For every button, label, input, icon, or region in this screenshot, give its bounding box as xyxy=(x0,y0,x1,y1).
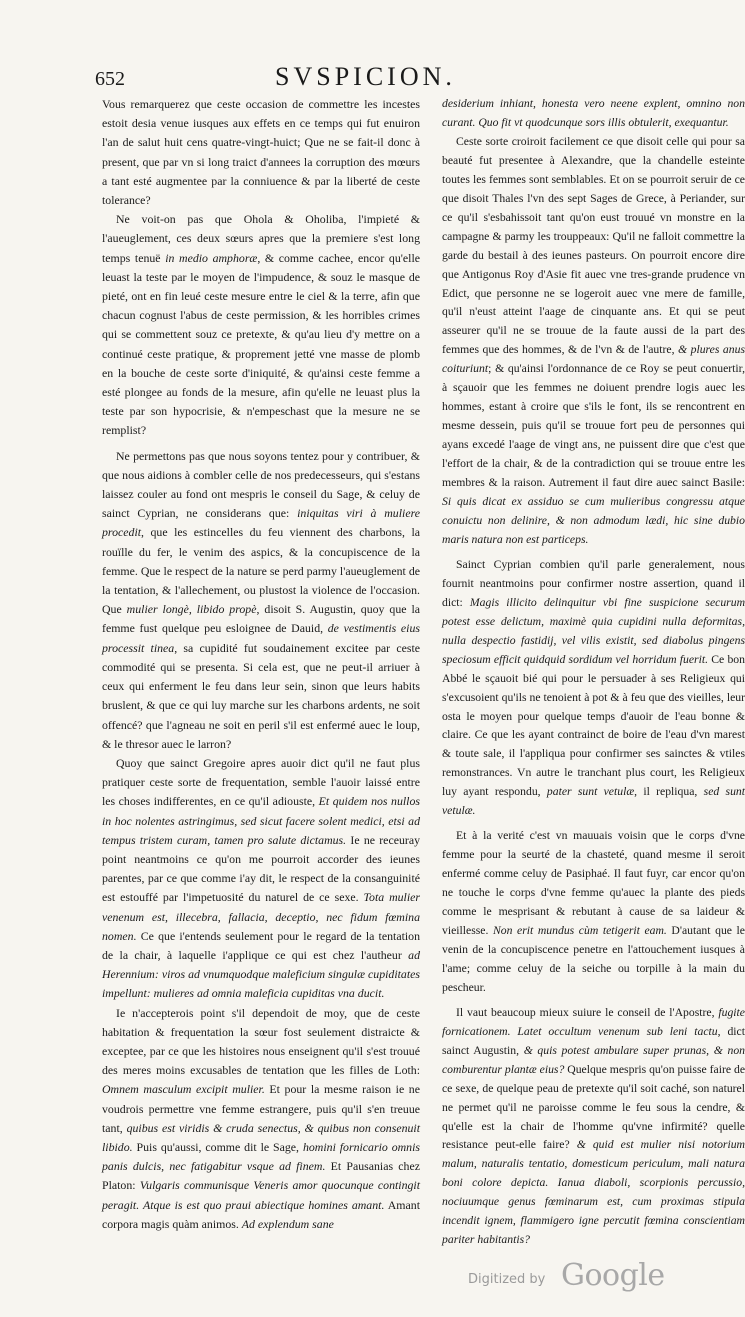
paragraph: Il vaut beaucoup mieux suiure le conseil de l'Apostre, fugite fornicationem. Latet occultum venenum sub leni tactu, dict sainct Augustin, & quis potest ambulare super prunas, & non comburentur plantæ eius? Quelque mespris qu'on puisse faire de ce sexe, de quelque peau de pretexte qu'il soit caché, son naturel ne permet qu'il ne paroisse comme le feu sous la cendre, & qu'elle est la chair de l'homme qu'vne infirmité? quelle resistance peut-elle faire? & quid est mulier nisi notorium malum, naturalis tentatio, domesticum periculum, mali natura boni colore depicta. Ianua diaboli, scorpionis percussio, nociuumque genus fœminarum est, cum proximas stipula incendit ignem, flammigero igne percutit fœmina conscientiam pariter habitantis? xyxy=(442,1005,745,1247)
latin-quote: mulier longè, libido propè xyxy=(126,602,257,617)
left-column xyxy=(102,95,420,1234)
paragraph: Ne voit-on pas que Ohola & Oholiba, l'impieté & l'aueuglement, ces deux sœurs apres que la premiere s'est long temps tenuë in medio amphoræ, & comme cachee, encor qu'elle leuast la teste par le moyen de l'impudence, & souz le masque de pieté, ont en fin leué ceste mesure entre le ciel & la terre, afin que chacun cognust l'abus de ceste permission, & les horribles crimes qui se commettent souz ce pretexte, & qu'au lieu d'y mettre on a continué ceste pratique, & proprement jetté vne masse de plomb en la bouche de ceste sorte d'iniquité, & qu'ainsi ceste femme a esté plongee au fonds de la mesure, afin qu'elle ne leuast plus la teste par son hypocrisie, & n'empeschast que la mesure ne se remplist? xyxy=(102,212,420,438)
watermark-small-text: Digitized by xyxy=(468,1272,546,1287)
latin-quote: sed sunt vetulæ. xyxy=(442,785,745,818)
running-title: SVSPICION. xyxy=(275,62,456,91)
paragraph: Ne permettons pas que nous soyons tentez pour y contribuer, & que nous aidions à combler celle de nos predecesseurs, qui s'estans laissez couler au fond ont mespris le conseil du Sage, & celuy de sainct Cyprian, ne considerans que: iniquitas viri à muliere procedit, que les estincelles du feu viennent des charbons, la rouïlle du fer, le venim des aspics, & la concupiscence de la femme. Que le respect de la nature se perd parmy l'aueuglement de la tentation, & l'allechement, ou plustost la violence de l'occasion. Que mulier longè, libido propè, disoit S. Augustin, quoy que la femme fust quelque peu esloignee de Dauid, de vestimentis eius processit tinea, sa cupidité fut soudainement excitee par ceste commodité qui se presenta. Si cela est, que ne peut-il arriuer à ceux qui enferment le feu dans leur sein, sinon que leurs habits bruslent, & que ce qui luy marche sur les charbons ardents, ne soit offencé? que l'agneau ne soit en peril s'il est enfermé auec le loup, & le thresor auec le larron? xyxy=(102,448,420,751)
paragraph: Quoy que sainct Gregoire apres auoir dict qu'il ne faut plus pratiquer ceste sorte de frequentation, semble l'auoir laissé entre les choses indifferentes, en ce qu'il adiouste, Et quidem nos nullos in hoc nolentes astringimus, sed sicut facere solent medici, etsi ad tempus tristem curam, tamen pro salute dictamus. Ie ne receuray point neantmoins ce qu'on me pourroit accorder des ieunes parentes, par ce que comme i'ay dit, le respect de la consanguinité est estouffé par l'impetuosité du naturel de ce sexe. Tota mulier venenum est, illecebra, fallacia, deceptio, nec fidum fœmina nomen. Ce que i'entends seulement pour le regard de la tentation de la chair, à laquelle i'applique ce qui est chez l'autheur ad Herennium: viros ad vnumquodque maleficium singulæ cupiditates impellunt: mulieres ad omnia maleficia cupiditas vna ducit. xyxy=(102,755,421,1001)
latin-quote: homini fornicario omnis panis dulcis, nec fatigabitur vsque ad finem. xyxy=(102,1139,421,1174)
latin-quote: Tota mulier venenum est, illecebra, fallacia, deceptio, nec fidum fœmina nomen. xyxy=(102,890,420,943)
right-column xyxy=(442,95,745,1250)
latin-quote: Ad explendum sane xyxy=(241,1216,334,1231)
latin-quote: in medio amphoræ xyxy=(165,250,258,265)
latin-quote: Et quidem nos nullos in hoc nolentes astringimus, sed sicut facere solent medici, etsi ad tempus tristem curam, tamen pro salute dictamus. xyxy=(102,794,421,847)
latin-quote: Si quis dicat ex assiduo se cum mulieribus congressu atque conuictu non delinire, & non admodum lædi, hic sine dubio maris natura non est particeps. xyxy=(442,495,745,546)
latin-quote: ad Herennium: viros ad vnumquodque maleficium singulæ cupiditates impellunt: mulieres ad omnia maleficia cupiditas vna ducit. xyxy=(102,947,420,1001)
page-number: 652 xyxy=(95,68,125,90)
latin-quote: de vestimentis eius processit tinea xyxy=(102,621,420,655)
latin-quote: fugite fornicationem. Latet occultum venenum sub leni tactu xyxy=(442,1005,745,1038)
paragraph: Ceste sorte croiroit facilement ce que disoit celle qui pour sa beauté fut presentee à Alexandre, que la chandelle esteinte toutes les femmes sont semblables. Et on se pourroit seruir de ce que disoit Thales l'vn des sept Sages de Grece, à Periander, sur ce qu'il s'esbahissoit tant qu'on eust trouué vn monstre en la campagne & parmy les trouppeaux: Qu'il ne falloit commettre la garde du bestail à des ieunes pasteurs. On pourroit encore dire que Antigonus Roy d'Asie fit auec vne tres-grande prudence vn Edict, que personne ne se logeroit auec vne mere de famille, qu'il n'eust atteint l'aage de cinquante ans. Et qui se peut asseurer qu'il ne se trouue de la faute aussi de la part des femmes que des hommes, & de l'vn & de l'autre, & plures anus coituriunt; & qu'ainsi l'ordonnance de ce Roy se peut conuertir, à sçauoir que les femmes ne doiuent prendre logis auec les hommes, estant à croire que s'ils le font, ils se rencontrent en mesme dessein, puis qu'il se trouue fort peu de personnes qui ayans excedé l'aage de vingt ans, ne puissent dire que c'est que l'effort de la chair, & de la contradiction qui se trouue entre les membres & la raison. Autrement il faut dire auec sainct Basile: Si quis dicat ex assiduo se cum mulieribus congressu atque conuictu non delinire, & non admodum lædi, hic sine dubio maris natura non est particeps. xyxy=(442,134,745,546)
paragraph: Ie n'accepterois point s'il dependoit de moy, que de ceste habitation & frequentation la sœur fost seulement distraicte & exceptee, par ce que les histoires nous enseignent qu'il s'est trouué des meres moins excusables de tentation que les filles de Loth: Omnem masculum excipit mulier. Et pour la mesme raison ie ne voudrois permettre vne femme estrangere, puis qu'il s'en treuue tant, quibus est viridis & cruda senectus, & quibus non consenuit libido. Puis qu'aussi, comme dit le Sage, homini fornicario omnis panis dulcis, nec fatigabitur vsque ad finem. Et Pausanias chez Platon: Vulgaris communisque Veneris amor quocunque contingit peragit. Atque is est quo praui abiectique homines amant. Amant corpora magis quàm animos. Ad explendum sane xyxy=(102,1005,421,1231)
paragraph: Vous remarquerez que ceste occasion de commettre les incestes estoit desia venue iusques aux effets en ce temps qui fut enuiron l'an de salut huit cens quatre-vingt-huict; Que ne se fait-il donc à present, que par vn si long traict d'annees la corruption des mœurs a tant esté augmentee par la conniuence & par la liberté de ceste tolerance? xyxy=(102,97,420,208)
paragraph: Et à la verité c'est vn mauuais voisin que le corps d'vne femme pour la seurté de la chasteté, quand mesme il seroit enfermé comme celuy de Pasiphaé. Il faut fuyr, car encor qu'on ne touche le corps d'vne femme qu'auec la plante des pieds comme le mesprisant & rebutant à cause de sa laideur & vieillesse. Non erit mundus cùm tetigerit eam. D'autant que le venin de la concupiscence penetre en l'attouchement iusques à l'ame; comme celuy de la seiche ou torpille à la main du pescheur. xyxy=(442,829,745,994)
google-logo: Google xyxy=(561,1258,665,1293)
latin-quote: desiderium inhiant, honesta vero neene explent, omnino non curant. Quo fit vt quodcunque sors illis obtulerit, exequantur. xyxy=(442,97,745,129)
latin-quote: quibus est viridis & cruda senectus, & quibus non consenuit libido. xyxy=(102,1120,420,1154)
latin-quote: pater sunt vetulæ xyxy=(546,785,635,799)
paragraph xyxy=(442,95,745,133)
latin-quote: Non erit mundus cùm tetigerit eam. xyxy=(493,923,667,937)
paragraph: Sainct Cyprian combien qu'il parle generalement, nous fournit neantmoins pour confirmer nostre assertion, quand il dict: Magis illicito delinquitur vbi fine suspicione securum potest esse delictum, maximè quia cupidini nulla deformitas, nulla despectio fastidij, vel vilis existit, sed diabolus pingens speciosum efficit quidquid sordidum vel horridum fuerit. Ce bon Abbé le sçauoit bié qui pour le persuader à ses Religieux qui s'excusoient qu'ils ne tenoient à pot & à feu que des vieilles, leur osta le moyen pour quelque temps d'auoir de l'eau bonne & claire. Ce que les ayant contrainct de boire de l'eau d'vn marest & toute sale, il l'appliqua pour confirmer ses sainctes & vtiles remonstrances. Vn autre le tranchant plus court, les Religieux luy ayant respondu, pater sunt vetulæ, il repliqua, sed sunt vetulæ. xyxy=(442,557,745,818)
latin-quote: & quis potest ambulare super prunas, & non comburentur plantæ eius? xyxy=(442,1043,745,1076)
latin-quote: iniquitas viri à muliere procedit xyxy=(102,506,420,540)
page-header xyxy=(95,62,545,96)
latin-quote: Magis illicito delinquitur vbi fine suspicione securum potest esse delictum, maximè quia cupidini nulla deformitas, nulla despectio fastidij, vel vilis existit, sed diabolus pingens speciosum efficit quidquid sordidum vel horridum fuerit. xyxy=(442,595,745,666)
digitized-by-google-watermark xyxy=(468,1258,718,1296)
latin-quote: Omnem masculum excipit mulier. xyxy=(102,1082,265,1097)
latin-quote: Vulgaris communisque Veneris amor quocunque contingit peragit. Atque is est quo praui abiectique homines amant. xyxy=(102,1178,420,1212)
latin-quote: & quid est mulier nisi notorium malum, naturalis tentatio, domesticum periculum, mali natura boni colore depicta. Ianua diaboli, scorpionis percussio, nociuumque genus fœminarum est, cum proximas stipula incendit ignem, flammigero igne percutit fœmina conscientiam pariter habitantis? xyxy=(442,1138,745,1247)
latin-quote: & plures anus coituriunt xyxy=(442,343,745,376)
